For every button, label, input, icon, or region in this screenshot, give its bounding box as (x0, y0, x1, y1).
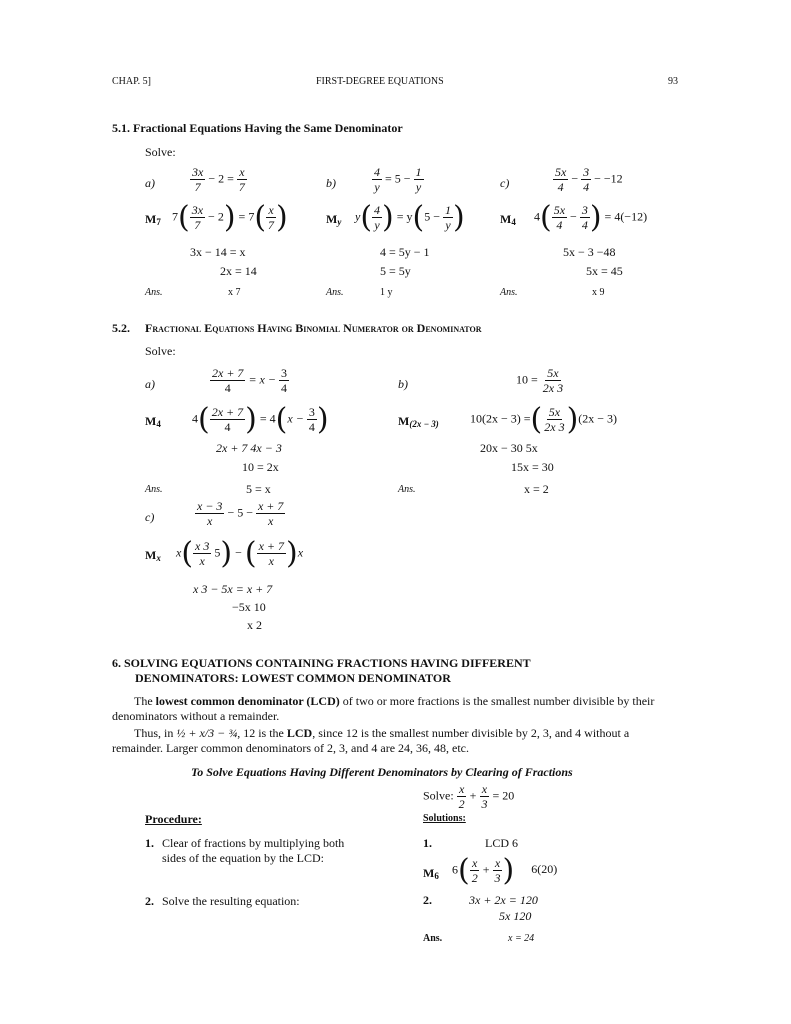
ans-label: Ans. (145, 484, 163, 495)
solution-2-number: 2. (423, 893, 432, 907)
eq-52a (210, 366, 289, 395)
m-sub: 4 (156, 419, 161, 429)
m-sub: 7 (156, 217, 161, 227)
frac-num: 4 (374, 165, 380, 179)
step-52c-2: −5x 10 (232, 600, 266, 614)
op: 6(20) (531, 862, 558, 877)
frac-den: 2x 3 (542, 381, 564, 395)
frac-num: 3 (583, 165, 590, 179)
multiplier-52c (145, 548, 161, 563)
step-52a-1: 2x + 7 4x − 3 (216, 441, 282, 455)
m-symbol: M (423, 866, 435, 880)
frac-num: 4 (374, 203, 381, 217)
frac-den: x (268, 554, 274, 568)
op: 10 = (516, 372, 538, 387)
op: − 2 = (208, 171, 234, 186)
section-5-1-title: 5.1. Fractional Equations Having the Same Denominator (112, 121, 403, 135)
op: + (469, 788, 477, 803)
mult-line-52c: x( $\frac{x 3}{x}$ 5) − ( $\frac{x + 7}{x}$ )x (176, 536, 304, 571)
frac-num: x (472, 856, 478, 870)
frac-den: 4 (583, 180, 590, 194)
frac-num: x − 3 (197, 499, 223, 513)
text-run: , 12 is the (237, 726, 287, 740)
eq-51b (372, 165, 424, 194)
procedure-subtitle: To Solve Equations Having Different Denominators by Clearing of Fractions (191, 765, 573, 779)
eq-52b (516, 366, 565, 395)
step-52b-2: 15x = 30 (511, 460, 554, 474)
op: = 7 (238, 209, 255, 224)
frac-den: 3 (494, 871, 501, 885)
multiplier-51c (500, 212, 516, 227)
solve-equation (423, 782, 514, 811)
m-symbol: M (145, 414, 157, 428)
frac-num: 5x (553, 203, 566, 217)
factor: (2x − 3) (578, 411, 618, 426)
frac-num: 5x (548, 405, 561, 419)
solve-label: Solve: (145, 145, 176, 159)
frac-num: 2x + 7 (212, 366, 244, 380)
lcd-term: LCD (286, 726, 313, 740)
frac-den: 4 (224, 420, 231, 434)
ans-label: Ans. (398, 484, 416, 495)
ans-51a: x 7 (228, 287, 241, 298)
paragraph-lcd-definition (112, 694, 677, 724)
frac-num: x (459, 782, 465, 796)
section-6-title: 6. SOLVING EQUATIONS CONTAINING FRACTIONS HAVING DIFFERENT (112, 656, 531, 670)
solution-1-number: 1. (423, 836, 432, 850)
frac-den: 3 (481, 797, 488, 811)
step-1-text-cont: sides of the equation by the LCD: (162, 851, 324, 865)
multiplier-51a (145, 212, 161, 227)
frac-den: 4 (556, 218, 563, 232)
solution-lcd: LCD 6 (485, 836, 518, 850)
op: − −12 (594, 171, 623, 186)
frac-num: 2x + 7 (211, 405, 244, 419)
op: 5 − (424, 209, 441, 224)
ans-label: Ans. (145, 287, 163, 298)
mult-line-51c: 4( $\frac{5x}{4}$ − $\frac{3}{4}$ ) = 4(−12) (534, 200, 648, 235)
step-51b-2: 5 = 5y (380, 264, 411, 278)
inline-expression: ½ + x/3 − ¾ (176, 726, 238, 740)
multiplier-6 (423, 866, 439, 881)
op: = 4 (259, 411, 276, 426)
solve-label: Solve: (145, 344, 176, 358)
lcd-term: lowest common denominator (LCD) (155, 694, 340, 708)
op: − (235, 545, 242, 560)
frac-num: x + 7 (257, 499, 284, 513)
frac-den: 7 (194, 218, 201, 232)
final-answer: x = 24 (508, 933, 535, 944)
step-51c-1: 5x − 3 −48 (563, 245, 616, 259)
solution-2-line-2: 5x 120 (499, 909, 532, 923)
part-b-label: b) (398, 377, 408, 391)
multiplier-52a (145, 414, 161, 429)
factor: x (297, 545, 304, 560)
ans-label: Ans. (500, 287, 518, 298)
text-run: of two or more fractions is the smallest number divisible by their denominators without a remainder. (112, 694, 655, 723)
frac-den: y (445, 218, 451, 232)
eq-52c (195, 499, 285, 528)
op: − (571, 171, 579, 186)
frac-num: 1 (445, 203, 452, 217)
frac-num: x (268, 203, 274, 217)
frac-num: 3 (308, 405, 315, 419)
step-52a-2: 10 = 2x (242, 460, 279, 474)
frac-num: 5x (555, 165, 567, 179)
step-52c-1: x 3 − 5x = x + 7 (193, 582, 273, 596)
m-sub: (2x − 3) (409, 419, 439, 429)
ans-51c: x 9 (592, 287, 605, 298)
step-51b-1: 4 = 5y − 1 (380, 245, 430, 259)
part-b-label: b) (326, 176, 336, 190)
eq-51c (553, 165, 623, 194)
mult-line-51a: 7( $\frac{3x}{7}$ − 2) = 7( $\frac{x}{7}$ ) (172, 200, 288, 235)
m-symbol: M (500, 212, 512, 226)
op: = y (396, 209, 413, 224)
step-2-number: 2. (145, 894, 154, 908)
frac-den: 2x 3 (544, 420, 565, 434)
frac-num: 3x (192, 165, 204, 179)
running-title: FIRST-DEGREE EQUATIONS (316, 76, 444, 87)
frac-den: x (207, 514, 213, 528)
frac-den: 2 (471, 871, 478, 885)
frac-den: 4 (308, 420, 315, 434)
step-1-text: Clear of fractions by multiplying both (162, 836, 345, 850)
frac-den: y (374, 218, 380, 232)
frac-den: 7 (238, 180, 245, 194)
op: − (570, 209, 577, 224)
mult-line-6: 6( $\frac{x}{2}$ + $\frac{x}{3}$ ) 6(20) (452, 853, 558, 888)
op: − 5 − (227, 505, 253, 520)
frac-num: x (494, 856, 501, 870)
step-52b-1: 20x − 30 5x (480, 441, 538, 455)
part-c-label: c) (500, 176, 510, 190)
m-sub: x (156, 553, 161, 563)
solutions-heading: Solutions: (423, 813, 466, 824)
frac-den: 7 (268, 218, 275, 232)
frac-num: x (481, 782, 488, 796)
frac-den: y (374, 180, 380, 194)
op: + (482, 862, 490, 877)
section-5-2-number: 5.2. (112, 321, 130, 335)
step-51a-2: 2x = 14 (220, 264, 257, 278)
solution-2-line-1: 3x + 2x = 120 (469, 893, 538, 907)
page-number: 93 (668, 76, 678, 87)
section-5-2-title: Fractional Equations Having Binomial Numerator or Denominator (145, 321, 482, 335)
procedure-heading: Procedure: (145, 812, 202, 826)
ans-52a: 5 = x (246, 482, 271, 496)
op: = 20 (492, 788, 515, 803)
frac-den: 2 (458, 797, 465, 811)
frac-den: 4 (557, 180, 564, 194)
step-1-number: 1. (145, 836, 154, 850)
frac-num: x + 7 (258, 539, 285, 553)
op: 10(2x − 3) = (470, 411, 531, 426)
frac-den: x (199, 554, 205, 568)
step-51c-2: 5x = 45 (586, 264, 623, 278)
mult-line-51b: y( $\frac{4}{y}$ ) = y(5 − $\frac{1}{y}$ ) (355, 200, 465, 235)
paragraph-lcd-example (112, 726, 677, 756)
solve-label: Solve: (423, 788, 454, 803)
frac-den: x (268, 514, 274, 528)
step-2-text: Solve the resulting equation: (162, 894, 300, 908)
m-sub: 4 (511, 217, 516, 227)
factor: 7 (172, 209, 178, 224)
op: x − (287, 411, 304, 426)
frac-den: y (415, 180, 422, 194)
part-a-label: a) (145, 377, 155, 391)
m-symbol: M (145, 548, 157, 562)
op: − 2 (208, 209, 224, 224)
frac-num: 3 (280, 366, 287, 380)
factor: x (176, 545, 182, 560)
frac-den: 4 (224, 381, 231, 395)
section-6-title-cont: DENOMINATORS: LOWEST COMMON DENOMINATOR (135, 671, 451, 685)
frac-num: 3x (191, 203, 204, 217)
frac-den: 4 (280, 381, 287, 395)
frac-num: 1 (415, 165, 422, 179)
mult-line-52b: 10(2x − 3) =( $\frac{5x}{2x 3}$ )(2x − 3) (470, 402, 618, 437)
m-symbol: M (398, 414, 410, 428)
frac-num: x 3 (195, 539, 210, 553)
chapter-label: CHAP. 5] (112, 76, 151, 87)
part-a-label: a) (145, 176, 155, 190)
op: = 5 − (385, 171, 411, 186)
factor: 4 (534, 209, 540, 224)
text-run: The (134, 694, 156, 708)
part-c-label: c) (145, 510, 155, 524)
multiplier-52b (398, 414, 439, 429)
ans-51b: 1 y (380, 287, 393, 298)
m-sub: 6 (434, 871, 439, 881)
step-51a-1: 3x − 14 = x (190, 245, 246, 259)
text-run: , since 12 is the smallest number divisible by 2, 3, and 4 without a remainder. Larger common denominators of 2, 3, and 4 are 24, 36, 48, etc. (112, 726, 630, 755)
frac-num: 3 (581, 203, 588, 217)
m-sub: y (337, 217, 342, 227)
frac-den: 4 (581, 218, 588, 232)
eq-51a (190, 165, 247, 194)
factor: y (355, 209, 361, 224)
m-symbol: M (326, 212, 338, 226)
ans-label: Ans. (326, 287, 344, 298)
op: = x − (248, 372, 276, 387)
factor: 6 (452, 862, 458, 877)
frac-den: 7 (194, 180, 201, 194)
mult-line-52a: 4( $\frac{2x + 7}{4}$ ) = 4(x − $\frac{3}{4}$ ) (192, 402, 329, 437)
op: = 4(−12) (604, 209, 648, 224)
text-run: Thus, in (134, 726, 177, 740)
step-52c-3: x 2 (247, 618, 262, 632)
frac-num: 5x (547, 366, 559, 380)
multiplier-51b (326, 212, 341, 227)
factor: 4 (192, 411, 198, 426)
ans-label: Ans. (423, 933, 443, 944)
ans-52b: x = 2 (524, 482, 549, 496)
op: 5 (214, 545, 221, 560)
frac-num: x (239, 165, 245, 179)
m-symbol: M (145, 212, 157, 226)
